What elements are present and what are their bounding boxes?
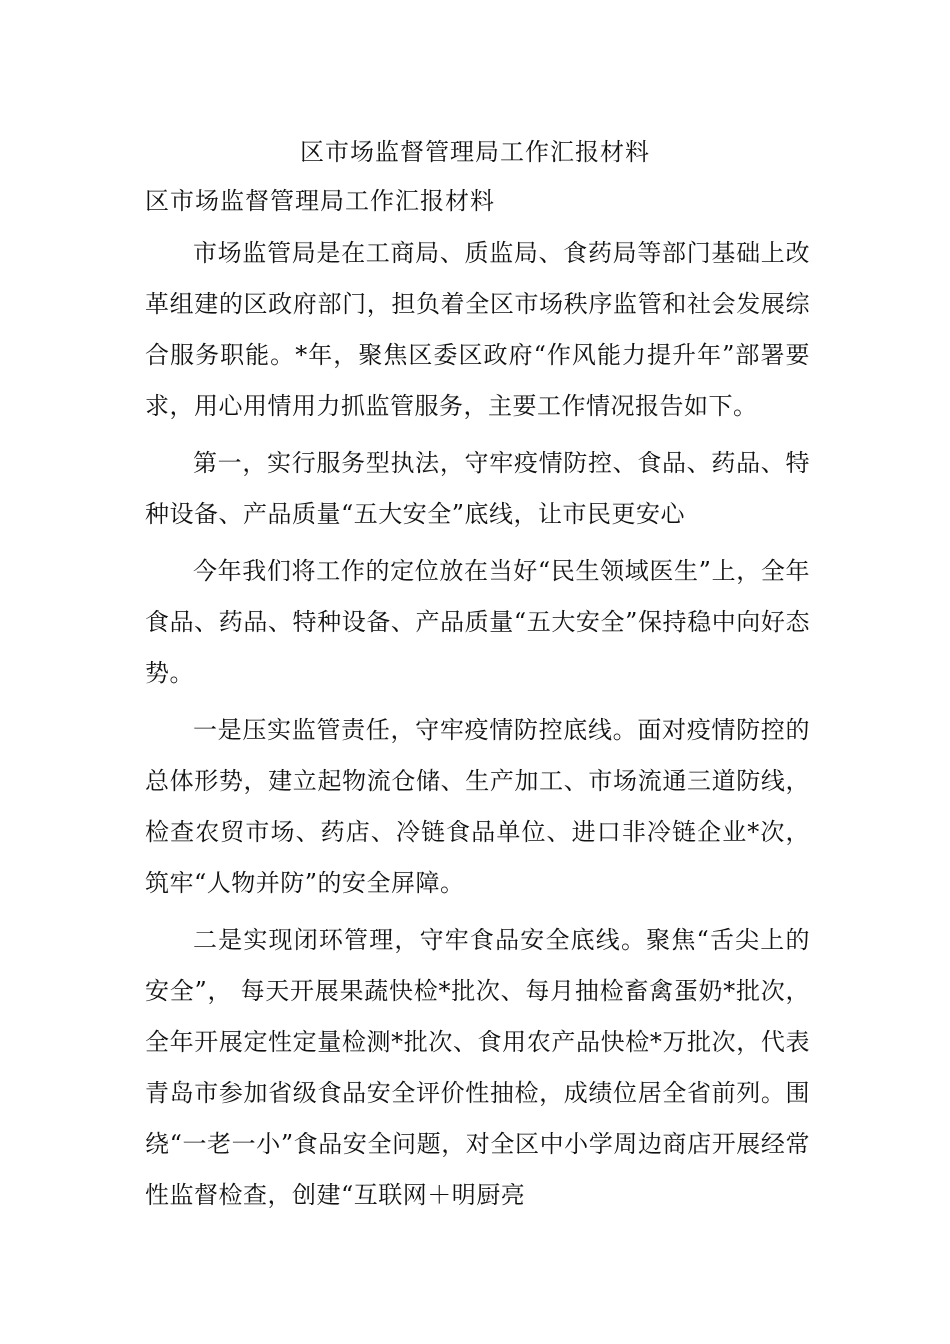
document-subtitle: 区市场监督管理局工作汇报材料 <box>145 187 495 215</box>
document-title: 区市场监督管理局工作汇报材料 <box>300 138 650 166</box>
paragraph-intro: 市场监管局是在工商局、质监局、食药局等部门基础上改革组建的区政府部门，担负着全区市场秩序监管和社会发展综合服务职能。*年，聚焦区委区政府“作风能力提升年”部署要求，用心用情用力抓监管服务，主要工作情况报告如下。 <box>145 239 810 420</box>
paragraph-food-safety: 二是实现闭环管理，守牢食品安全底线。聚焦“舌尖上的安全”， 每天开展果蔬快检*批次、每月抽检畜禽蛋奶*批次，全年开展定性定量检测*批次、食用农产品快检*万批次，代表青岛市参加省级食品安全评价性抽检，成绩位居全省前列。围绕“一老一小”食品安全问题，对全区中小学周边商店开展经常性监督检查，创建“互联网＋明厨亮 <box>145 926 810 1209</box>
paragraph-positioning: 今年我们将工作的定位放在当好“民生领域医生”上，全年食品、药品、特种设备、产品质量“五大安全”保持稳中向好态势。 <box>145 557 810 687</box>
paragraph-section-one-heading: 第一，实行服务型执法，守牢疫情防控、食品、药品、特种设备、产品质量“五大安全”底线，让市民更安心 <box>145 449 810 528</box>
paragraph-epidemic-control: 一是压实监管责任，守牢疫情防控底线。面对疫情防控的总体形势，建立起物流仓储、生产加工、市场流通三道防线，检查农贸市场、药店、冷链食品单位、进口非冷链企业*次，筑牢“人物并防”的安全屏障。 <box>145 716 810 897</box>
document-body <box>145 178 810 1227</box>
